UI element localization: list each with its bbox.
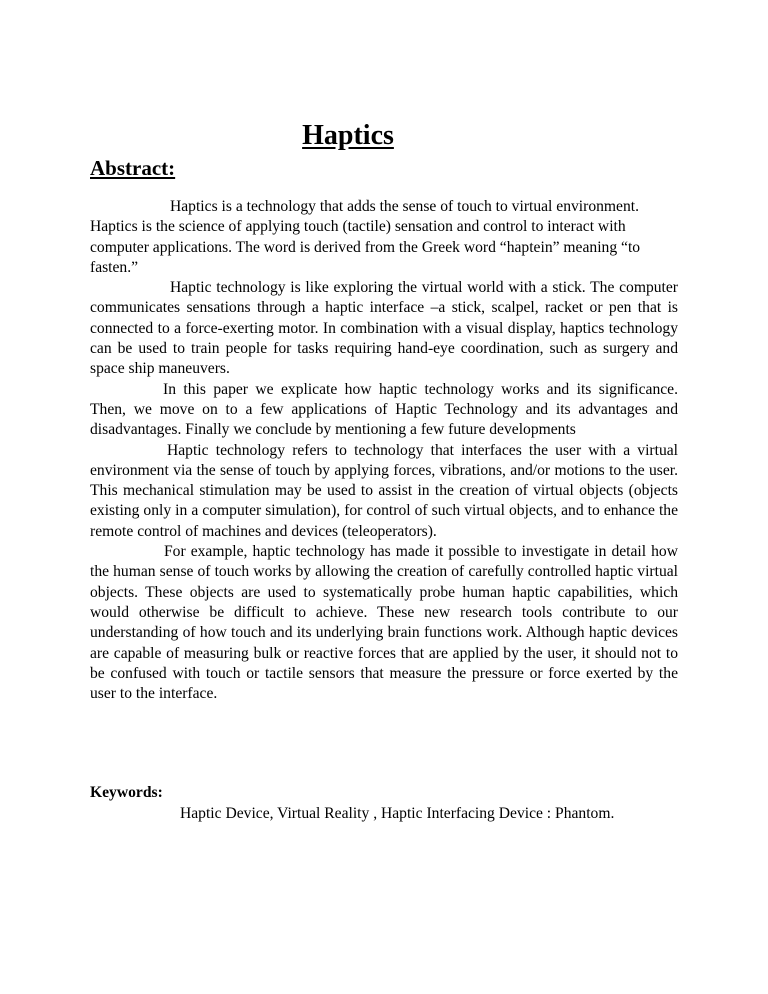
abstract-paragraph-5: For example, haptic technology has made it possible to investigate in detail how the human sense of touch works by allowing the creation of carefully controlled haptic virtual objects. These objects are used to systematically probe human haptic capabilities, which would otherwise be difficult to achieve. These new research tools contribute to our understanding of how touch and its underlying brain functions work. Although haptic devices are capable of measuring bulk or reactive forces that are applied by the user, it should not to be confused with touch or tactile sensors that measure the pressure or force exerted by the user to the interface. [90, 543, 678, 703]
abstract-paragraph-2: Haptic technology is like exploring the virtual world with a stick. The computer communicates sensations through a haptic interface –a stick, scalpel, racket or pen that is connected to a force-exerting motor. In combination with a visual display, haptics technology can be used to train people for tasks requiring hand-eye coordination, such as surgery and space ship maneuvers. [90, 279, 678, 378]
keywords-heading: Keywords: [90, 784, 163, 801]
abstract-body [90, 197, 678, 704]
keywords-text: Haptic Device, Virtual Reality , Haptic Interfacing Device : Phantom. [180, 805, 615, 822]
abstract-heading: Abstract: [90, 156, 176, 180]
abstract-paragraph-4: Haptic technology refers to technology that interfaces the user with a virtual environment via the sense of touch by applying forces, vibrations, and/or motions to the user. This mechanical stimulation may be used to assist in the creation of virtual objects (objects existing only in a computer simulation), for control of such virtual objects, and to enhance the remote control of machines and devices (teleoperators). [90, 441, 678, 540]
document-title: Haptics [302, 120, 394, 151]
abstract-paragraph-1: Haptics is a technology that adds the sense of touch to virtual environment. Haptics is the science of applying touch (tactile) sensation and control to interact with computer applications. The word is derived from the Greek word “haptein” meaning “to fasten.” [90, 198, 641, 276]
abstract-paragraph-3: In this paper we explicate how haptic technology works and its significance. Then, we move on to a few applications of Haptic Technology and its advantages and disadvantages. Finally we conclude by mentioning a few future developments [90, 380, 678, 439]
